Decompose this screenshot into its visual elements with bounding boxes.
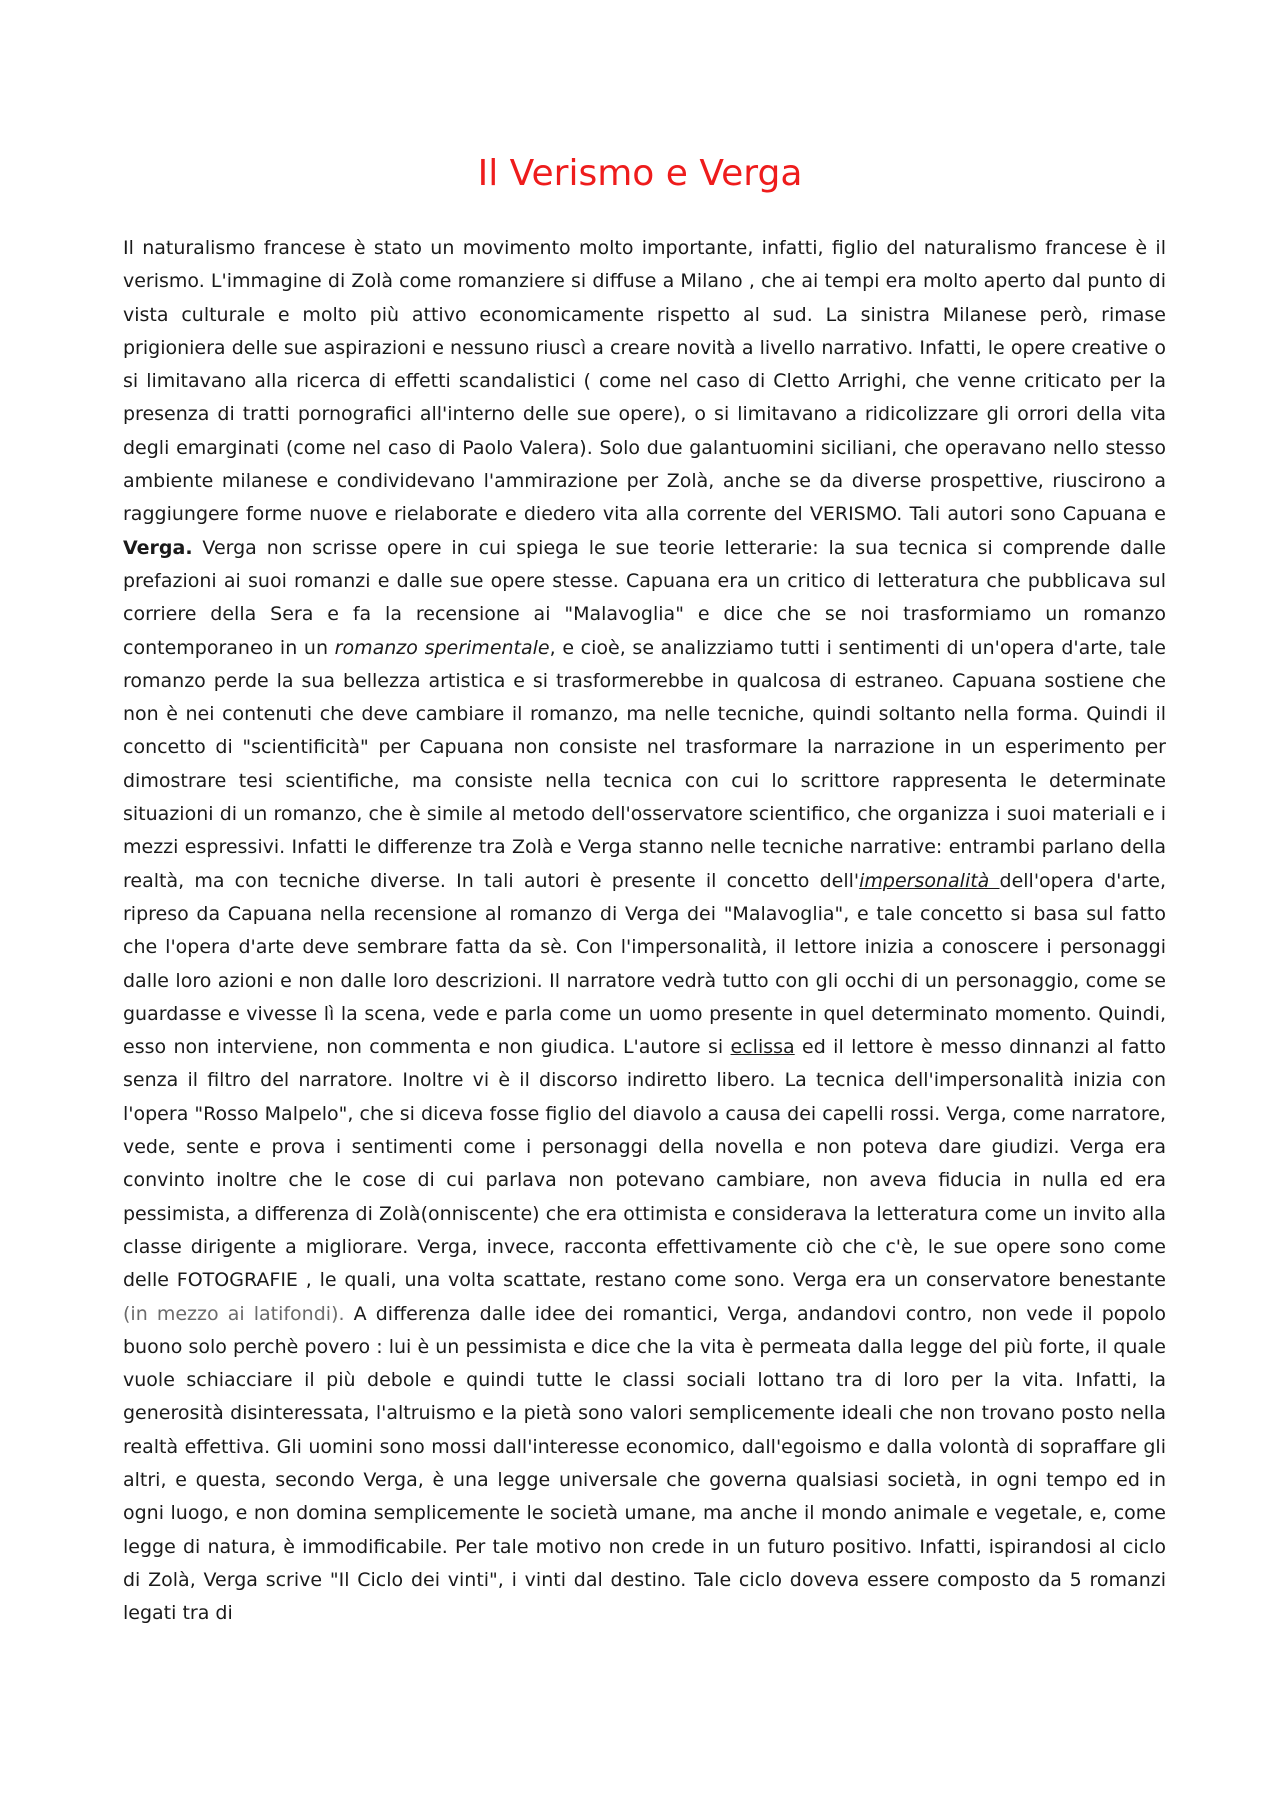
- page-title: Il Verismo e Verga: [477, 153, 803, 194]
- text-run: A differenza dalle idee dei romantici, Verga, andandovi contro, non vede il popolo buono solo perchè povero : lui è un pessimista e dice che la vita è permeata dalla legge del più forte, il quale vuole schiacciare il più debole e quindi tutte le classi sociali lottano tra di loro per la vita. Infatti, la generosità disinteressata, l'altruismo e la pietà sono valori semplicemente ideali che non trovano posto nella realtà effettiva. Gli uomini sono mossi dall'interesse economico, dall'egoismo e dalla volontà di sopraffare gli altri, e questa, secondo Verga, è una legge universale che governa qualsiasi società, in ogni tempo ed in ogni luogo, e non domina semplicemente le società umane, ma anche il mondo animale e vegetale, e, come legge di natura, è immodificabile. Per tale motivo non crede in un futuro positivo. Infatti, ispirandosi al ciclo di Zolà, Verga scrive "Il Ciclo dei vinti", i vinti dal destino. Tale ciclo doveva essere composto da 5 romanzi legati tra di: [123, 1302, 1166, 1625]
- muted-text-latifondi: (in mezzo ai latifondi).: [123, 1302, 345, 1325]
- italic-text-romanzo-sperimentale: romanzo sperimentale: [334, 636, 550, 659]
- text-run: dell'opera d'arte, ripreso da Capuana nella recensione al romanzo di Verga dei "Malavoglia", e tale concetto si basa sul fatto che l'opera d'arte deve sembrare fatta da sè. Con l'impersonalità, il lettore inizia a conoscere i personaggi dalle loro azioni e non dalle loro descrizioni. Il narratore vedrà tutto con gli occhi di un personaggio, come se guardasse e vivesse lì la scena, vede e parla come un uomo presente in quel determinato momento. Quindi, esso non interviene, non commenta e non giudica. L'autore si: [123, 869, 1166, 1059]
- text-run: , e cioè, se analizziamo tutti i sentimenti di un'opera d'arte, tale romanzo perde la sua bellezza artistica e si trasformerebbe in qualcosa di estraneo. Capuana sostiene che non è nei contenuti che deve cambiare il romanzo, ma nelle tecniche, quindi soltanto nella forma. Quindi il concetto di "scientificità" per Capuana non consiste nel trasformare la narrazione in un esperimento per dimostrare tesi scientifiche, ma consiste nella tecnica con cui lo scrittore rappresenta le determinate situazioni di un romanzo, che è simile al metodo dell'osservatore scientifico, che organizza i suoi materiali e i mezzi espressivi. Infatti le differenze tra Zolà e Verga stanno nelle tecniche narrative: entrambi parlano della realtà, ma con tecniche diverse. In tali autori è presente il concetto dell': [123, 636, 1166, 892]
- underline-impersonalita: impersonalità: [859, 869, 1000, 892]
- body-paragraph: [123, 232, 1166, 1630]
- bold-text-verga: Verga.: [123, 536, 193, 559]
- text-run: ed il lettore è messo dinnanzi al fatto senza il filtro del narratore. Inoltre vi è il discorso indiretto libero. La tecnica dell'impersonalità inizia con l'opera "Rosso Malpelo", che si diceva fosse figlio del diavolo a causa dei capelli rossi. Verga, come narratore, vede, sente e prova i sentimenti come i personaggi della novella e non poteva dare giudizi. Verga era convinto inoltre che le cose di cui parlava non potevano cambiare, non aveva fiducia in nulla ed era pessimista, a differenza di Zolà(onniscente) che era ottimista e considerava la letteratura come un invito alla classe dirigente a migliorare. Verga, invece, racconta effettivamente ciò che c'è, le sue opere sono come delle FOTOGRAFIE , le quali, una volta scattate, restano come sono. Verga era un conservatore benestante: [123, 1036, 1166, 1292]
- text-run: Verga non scrisse opere in cui spiega le sue teorie letterarie: la sua tecnica si comprende dalle prefazioni ai suoi romanzi e dalle sue opere stesse. Capuana era un critico di letteratura che pubblicava sul corriere della Sera e fa la recensione ai "Malavoglia" e dice che se noi trasformiamo un romanzo contemporaneo in un: [123, 536, 1166, 659]
- text-run: Il naturalismo francese è stato un movimento molto importante, infatti, figlio del naturalismo francese è il verismo. L'immagine di Zolà come romanziere si diffuse a Milano , che ai tempi era molto aperto dal punto di vista culturale e molto più attivo economicamente rispetto al sud. La sinistra Milanese però, rimase prigioniera delle sue aspirazioni e nessuno riuscì a creare novità a livello narrativo. Infatti, le opere creative o si limitavano alla ricerca di effetti scandalistici ( come nel caso di Cletto Arrighi, che venne criticato per la presenza di tratti pornografici all'interno delle sue opere), o si limitavano a ridicolizzare gli orrori della vita degli emarginati (come nel caso di Paolo Valera). Solo due galantuomini siciliani, che operavano nello stesso ambiente milanese e condividevano l'ammirazione per Zolà, anche se da diverse prospettive, riuscirono a raggiungere forme nuove e rielaborate e diedero vita alla corrente del VERISMO. Tali autori sono Capuana e: [123, 237, 1166, 526]
- underlined-text-eclissa: eclissa: [730, 1036, 795, 1059]
- underlined-italic-impersonalita: [859, 870, 999, 892]
